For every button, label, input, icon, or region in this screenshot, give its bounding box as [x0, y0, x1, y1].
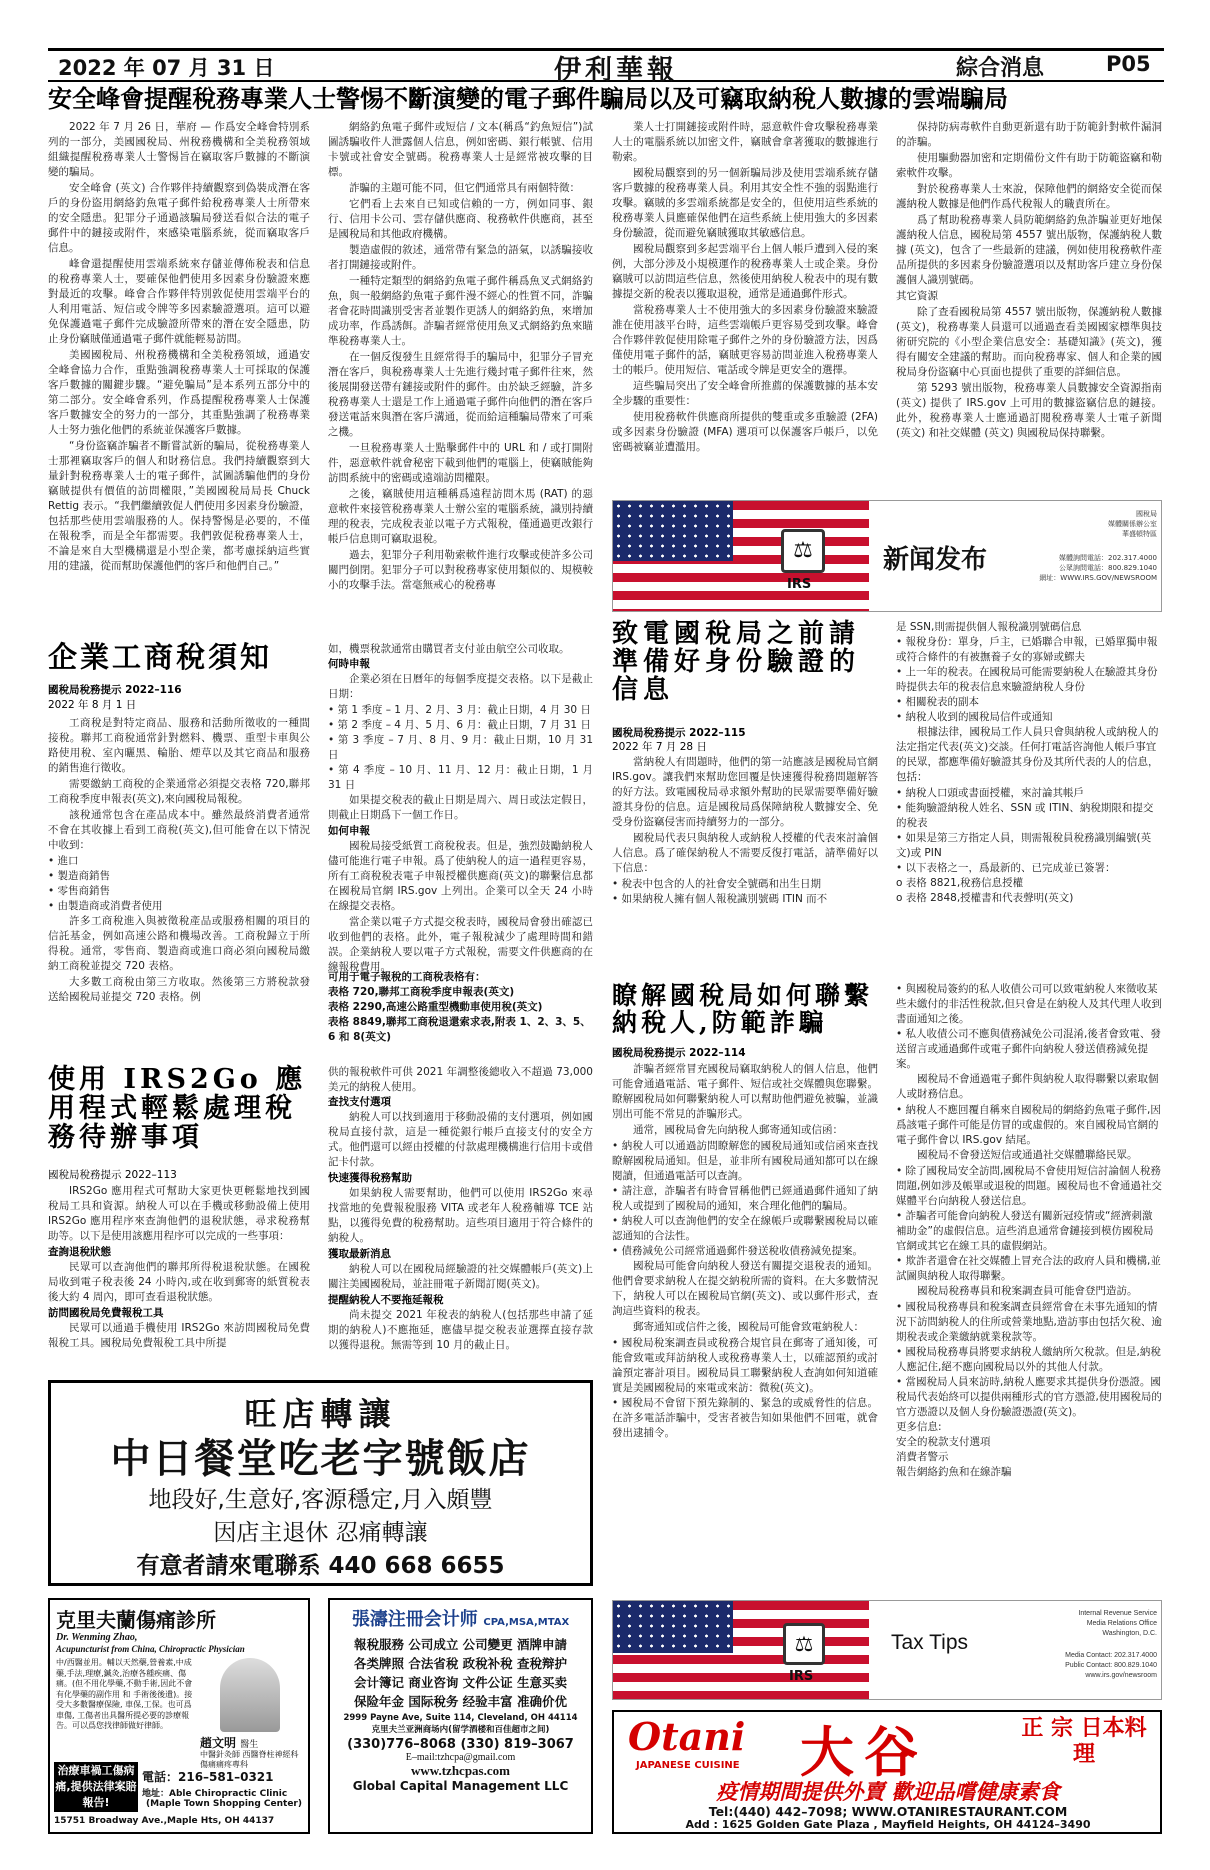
clinic-footer: 15751 Broadway Ave.,Maple Hts, OH 44137: [54, 1816, 275, 1826]
paragraph: 國稅局接受紙質工商稅稅表。但是，強烈鼓勵納稅人儘可能進行電子申報。爲了使納稅人的這一過程更容易，所有工商稅稅表電子申報授權供應商(英文)的聯繫信息都在國稅局官網 IRS.gov 上列出。企業可以全天 24 小時在線提交表格。: [328, 840, 593, 912]
paragraph: 第 5293 號出版物，稅務專業人員數據安全資源指南 (英文) 提供了 IRS.gov 上可用的數據盜竊信息的鏈接。此外，稅務專業人士應通過訂閱稅務專業人士電子新聞 (英文) 和社交媒體 (英文) 與國稅局保持聯繫。: [896, 382, 1162, 439]
payment-options-subhead: 查找支付選項: [328, 1096, 391, 1108]
paragraph: 國稅局稅務專員和稅案調查員可能會登門造訪。: [917, 1285, 1138, 1297]
ad-line-1: 旺店轉讓: [244, 1395, 397, 1433]
paragraph: 尚未提交 2021 年稅表的納稅人(包括那些申請了延期的納稅人)不應拖延，應儘早提交稅表並選擇直接存款以獲得退稅。無需等到 10 月的截止日。: [328, 1309, 593, 1351]
paragraph: 國稅局不會發送短信或通過社交媒體聯絡民眾。: [917, 1149, 1138, 1161]
ad-line-2: 中日餐堂吃老字號飯店: [110, 1435, 531, 1482]
paragraph: 這些騙局突出了安全峰會所推薦的保護數據的基本安全步驟的重要性：: [612, 380, 878, 407]
restaurant-transfer-ad: [48, 1380, 593, 1586]
irs-label: IRS: [789, 1669, 814, 1684]
bullet-item: • 稅表中包含的人的社會安全號碼和出生日期: [612, 878, 822, 890]
bullet-item: • 以下表格之一，爲最新的、已完成並已簽署：: [896, 862, 1116, 874]
bullet-item: • 除了國稅局安全訪問,國稅局不會使用短信討論個人稅務問題,例如涉及帳單或退稅的問題。國稅局也不會通過社交媒體平台向納稅人發送信息。: [896, 1165, 1162, 1207]
bullet-item: • 進口: [48, 855, 79, 867]
bullet-item: • 納稅人不應回覆自稱來自國稅局的網絡釣魚電子郵件,因爲該電子郵件可能是仿冒的或虛假的。來自國稅局官網的電子郵件會以 IRS.gov 結尾。: [896, 1104, 1161, 1146]
bullet-item: • 私人收債公司不應與債務減免公司混淆,後者會致電、發送留言或通過郵件或電子郵件向納稅人發送債務減免提案。: [896, 1028, 1161, 1070]
biz-tax-headline: 企業工商稅須知: [48, 640, 273, 674]
paragraph: 它們看上去來自已知或信賴的一方，例如同事、銀行、信用卡公司、雲存儲供應商、稅務軟件供應商，甚至是國稅局和其他政府機構。: [328, 198, 593, 240]
free-file-subhead: 訪問國稅局免費報稅工具: [48, 1307, 164, 1319]
link-text[interactable]: 報告網絡釣魚和在線詐騙: [896, 1466, 1012, 1478]
clinic-address: 地址：Able Chiropractic Clinic: [142, 1789, 288, 1799]
otani-tag: 正 宗 日本料理: [1021, 1716, 1147, 1767]
cpa-website[interactable]: www.tzhcpas.com: [411, 1763, 510, 1778]
paragraph: 如，機票稅款通常由購買者支付並由航空公司收取。: [328, 643, 570, 655]
bullet-item: • 製造商銷售: [48, 870, 111, 882]
bullet-item: • 債務減免公司經常通過郵件發送稅收債務減免提案。: [612, 1245, 864, 1257]
paragraph: 使用驅動器加密和定期備份文件有助于防範盜竊和勒索軟件攻擊。: [896, 152, 1162, 179]
paragraph: 國稅局觀察到多起雲端平台上個人帳戶遭到入侵的案例，大部分涉及小規模運作的稅務專業人士或企業。身份竊賊可以訪問這些信息，然後使用納稅人稅表中的現有數據提交新的稅表以獲取退稅，通常是通過郵件形式。: [612, 243, 878, 300]
masthead: [48, 48, 1164, 86]
when-to-file-subhead: 何時申報: [328, 658, 370, 670]
latest-news-subhead: 獲取最新消息: [328, 1248, 391, 1260]
paragraph: “身份盜竊詐騙者不斷嘗試新的騙局，從稅務專業人士那裡竊取客戶的個人和財務信息。我們持續觀察到大量針對稅務專業人士的電子郵件，試圖誘騙他們的身份竊賊提供有價值的訪問權限，”美國國稅局局長 Chuck Rettig 表示。“我們繼續敦促人們使用多因素身份驗證，包括那些使用雲端服務的人。保持警惕是必要的，不僅在報稅季，而是全年都需要。我們敦促稅務專業人士，不論是來自大型機構還是小型企業，都考慮採納這些實用的建議，從而幫助保護他們的客戶和他們自己。”: [48, 440, 310, 572]
otani-promo: 疫情期間提供外賣 歡迎品嚐健康素食: [716, 1780, 1060, 1804]
paragraph: 如果納稅人需要幫助，他們可以使用 IRS2Go 來尋找當地的免費報稅服務 VITA 或老年人稅務輔導 TCE 站點，以獲得免費的稅務幫助。這些項目適用于符合條件的納稅人。: [328, 1187, 593, 1244]
masthead-date: 2022 年 07 月 31 日: [58, 56, 275, 80]
paragraph: 企業必須在日曆年的每個季度提交表格。以下是截止日期：: [328, 673, 593, 700]
flag-stars: [613, 1601, 733, 1653]
section-subhead: 其它資源: [896, 290, 938, 302]
paragraph: 納稅人可以在國稅局經驗證的社交媒體帳戶(英文)上關注美國國稅局，並註冊電子新聞訂閱(英文)。: [328, 1263, 593, 1290]
bullet-item: • 國稅局稅務專員和稅案調查員經常會在未事先通知的情況下訪問納稅人的住所或營業地點,造訪事由包括欠稅、逾期稅表或企業繳納就業稅款等。: [896, 1301, 1162, 1343]
form-item: 表格 2290,高速公路重型機動車使用稅(英文): [328, 1001, 543, 1013]
paragraph: 民眾可以查詢他們的聯邦所得稅退稅狀態。在國稅局收到電子稅表後 24 小時內,或在收到郵寄的紙質稅表後大約 4 周內，即可查看退稅狀態。: [48, 1261, 310, 1303]
paragraph: 保持防病毒軟件自動更新還有助于防範針對軟件漏洞的詐騙。: [896, 121, 1162, 148]
calls-headline: 致電國稅局之前請準備好身份驗證的信息: [612, 619, 861, 706]
paragraph: 大多數工商稅由第三方收取。然後第三方將稅款發送給國稅局並提交 720 表格。例: [48, 976, 310, 1003]
bullet-item: • 納稅人口頭或書面授權，來討論其帳戶: [896, 787, 1085, 799]
bullet-item: • 請注意，詐騙者有時會冒稱他們已經通過郵件通知了納稅人或提到了國稅局的通知，來合理化他們的騙局。: [612, 1185, 879, 1212]
calls-date: 2022 年 7 月 28 日: [612, 741, 707, 753]
bullet-item: • 國稅局稅案調查員或稅務合規官員在郵寄了通知後，可能會致電或拜訪納稅人或稅務專業人士，以確認預約或討論預定審計項目。國稅局員工聯繫納稅人查詢如何知道確實是美國國稅局的來電或來訪：微稅(英文)。: [612, 1337, 879, 1394]
bullet-item: • 國稅局不會留下預先錄制的、緊急的或威脅性的信息。在許多電話詐騙中，受害者被告知如果他們不回電，就會發出逮捕令。: [612, 1397, 879, 1439]
clinic-title: 克里夫蘭傷痛診所: [56, 1608, 216, 1632]
paragraph: 在一個反復發生且經常得手的騙局中，犯罪分子冒充潛在客戶，與稅務專業人士先進行幾封電子郵件往來，然後展開發送帶有鏈接或附件的郵件。由於缺乏經驗，許多稅務專業人士還是工作上通過電子郵件向他們的潛在客戶發送電話來與潛在客戶溝通，從而給這種騙局帶來了可乘之機。: [328, 351, 593, 438]
paragraph: 需要繳納工商稅的企業通常必須提交表格 720,聯邦工商稅季度申報表(英文),來向國稅局報稅。: [48, 778, 310, 805]
irs-news-banner: [612, 500, 1162, 612]
bullet-item: • 納稅人可以查詢他們的安全在線帳戶或聯繫國稅局以確認通知的合法性。: [612, 1215, 879, 1242]
clinic-legal-box: 治療車禍工傷病痛,提供法律案賠報告!: [54, 1762, 138, 1812]
tax-help-subhead: 快速獲得稅務幫助: [328, 1172, 412, 1184]
cpa-address: 2999 Payne Ave, Suite 114, Cleveland, OH 44114: [343, 1713, 578, 1723]
bullet-item: • 當國稅局人員來訪時,納稅人應要求其提供身份憑證。國稅局代表始終可以提供兩種形式的官方憑證,使用國稅局的官方憑證以及個人身份驗證憑證(英文)。: [896, 1376, 1162, 1418]
bullet-item: • 能夠驗證納稅人姓名、SSN 或 ITIN、納稅期限和提交的稅表: [896, 802, 1154, 829]
paragraph: 對於稅務專業人士來說，保障他們的網絡安全從而保護納稅人數據是他們作爲代稅報人的職責所在。: [896, 183, 1162, 210]
irs-eagle-icon: ⚖: [781, 529, 825, 573]
tax-tips-title: Tax Tips: [891, 1631, 969, 1654]
bullet-item: • 相關稅表的副本: [896, 696, 980, 708]
otani-subtitle: JAPANESE CUISINE: [636, 1760, 740, 1771]
bullet-item: • 與國稅局簽約的私人收債公司可以致電納稅人來徵收某些未繳付的非活性稅款,但只會是在納稅人及其代理人收到書面通知之後。: [896, 983, 1162, 1025]
paragraph: 爲了幫助稅務專業人員防範網絡釣魚詐騙並更好地保護納稅人信息，國稅局第 4557 號出版物，保護納稅人數據 (英文)，包含了一些最新的建議，例如使用稅務軟件產品所提供的多因素身份驗證選項以及幫助客戶建立身份保護個人識別號碼。: [896, 214, 1162, 286]
paragraph: 納稅人可以找到適用于移動設備的支付選項，例如國稅局直接付款，這是一種從銀行帳戶直接支付的安全方式。他們還可以經由授權的付款處理機構進行信用卡或借記卡付款。: [328, 1111, 593, 1168]
lead-col-1: [48, 120, 310, 632]
bullet-item: • 納稅人收到的國稅局信件或通知: [896, 711, 1053, 723]
cpa-email[interactable]: E–mail:tzhcpa@gmail.com: [405, 1752, 516, 1763]
irs2go-tip-no: 國稅局稅務提示 2022–113: [48, 1169, 177, 1181]
cpa-services: 報稅服務 公司成立 公司變更 酒牌申請 各类牌照 合法省稅 政稅补稅 查稅辩护 会计簿记 商业咨询 文件公证 生意买卖 保险年金 国际稅务 经验丰富 准确价优: [353, 1637, 568, 1709]
otani-brand: Otani: [628, 1714, 746, 1759]
bullet-item: • 上一年的稅表。在國稅局可能需要納稅人在驗證其身份時提供去年的稅表信息來驗證納稅人身份: [896, 666, 1158, 693]
bullet-item: • 詐騙者可能會向納稅人發送有關新冠疫情或“經濟刺激補助金”的虛假信息。這些消息通常會鏈接到模仿國稅局官網或其它在線工具的虛假網站。: [896, 1210, 1154, 1252]
paragraph: 詐騙者經常冒充國稅局竊取納稅人的個人信息，他們可能會通過電話、電子郵件、短信或社交媒體與您聯繫。瞭解國稅局如何聯繫納稅人可以幫助他們避免被騙，並識別出可能不常見的詐騙形式。: [612, 1063, 878, 1120]
paragraph: 使用稅務軟件供應商所提供的雙重或多重驗證 (2FA) 或多因素身份驗證 (MFA) 選項可以保護客戶帳戶，以免密碼被竊並遭濫用。: [612, 411, 878, 453]
paragraph: 通常，國稅局會先向納稅人郵寄通知或信函：: [633, 1124, 843, 1136]
masthead-section: 綜合消息: [956, 55, 1045, 81]
deadline-item: • 第 1 季度 – 1 月、2 月、3 月：截止日期，4 月 30 日: [328, 704, 591, 716]
cpa-phones: (330)776–8068 (330) 819–3067: [347, 1737, 574, 1752]
paragraph: 當稅務專業人士不使用強大的多因素身份驗證來驗證誰在使用該平台時，這些雲端帳戶更容易受到攻擊。峰會合作夥伴敦促使用除電子郵件之外的身份驗證方法，因爲僅使用電子郵件的話，竊賊更容易訪問並進入稅務專業人士的帳戶。使用短信、電話或令牌是更安全的選擇。: [612, 304, 878, 376]
how-to-file-subhead: 如何申報: [328, 825, 370, 837]
sub-item: o 表格 2848,授權書和代表聲明(英文): [896, 892, 1074, 904]
paragraph: IRS2Go 應用程式可幫助大家更快更輕鬆地找到國稅局工具和資源。納稅人可以在手機或移動設備上使用 IRS2Go 應用程序來查詢他們的退稅狀態，尋求稅務幫助等。以下是使用該應用程序可以完成的一些事項：: [48, 1185, 310, 1242]
bullet-item: • 如果納稅人擁有個人報稅識別號碼 ITIN 而不: [612, 893, 828, 905]
cpa-address-cn: 克里夫兰亚洲商场内(留学酒楼和百佳超市之间): [371, 1725, 550, 1735]
paragraph: 峰會還提醒使用雲端系統來存儲並傳佈稅表和信息的稅務專業人士，要確保他們使用多因素身份驗證來應對最近的攻擊。峰會合作夥伴特別敦促使用雲端平台的人利用電話、短信或令牌等多因素驗證選項。這可以避免保護過電子郵件完成驗證所帶來的潛在安全隱患，防止身份竊賊僅通過電子郵件就能輕易訪問。: [48, 258, 310, 345]
clinic-description: 中/西醫並用。輔以天然藥,營養素,中成藥,手法,理療,鍼灸,治療各種疾痛、傷痛。(但不用化學藥,不動手術,因此不會有化學藥的副作用 和 手術後後遺)。接受大多數醫療保險, 車保,工保。也可爲車傷, 工傷者出具醫所提必要的診療報告。可以爲您找律師做好律師。: [56, 1658, 193, 1730]
cpa-ad: [328, 1598, 593, 1834]
form-item: 表格 8849,聯邦工商稅退還索求表,附表 1、2、3、5、6 和 8(英文): [328, 1016, 591, 1043]
bullet-item: • 國稅局稅務專員將要求納稅人繳納所欠稅款。但是,納稅人應記住,絕不應向國稅局以外的其他人付款。: [896, 1346, 1161, 1373]
doctor-name-en: Dr. Wenming Zhao,: [56, 1632, 138, 1643]
irs-tax-tips-banner: [612, 1600, 1162, 1700]
paragraph: 根據法律，國稅局工作人員只會與納稅人或納稅人的法定指定代表(英文)交談。任何打電話咨詢他人帳戶事宜的民眾，都應準備好驗證其身份及其所代表的人的信息，包括：: [896, 726, 1159, 783]
cpa-company: Global Capital Management LLC: [352, 1779, 569, 1793]
contact-col-2: [896, 982, 1162, 1596]
bullet-item: • 報稅身份：單身，戶主，已婚聯合申報，已婚單獨申報或符合條件的有被撫養子女的寡婦或鰥夫: [896, 636, 1158, 663]
masthead-paper-name: 伊利華報: [554, 55, 678, 86]
clinic-phone: 電話：216–581–0321: [142, 1770, 274, 1784]
paragraph: 製造虛假的敘述，通常帶有緊急的語氣，以誘騙接收者打開鏈接或附件。: [328, 244, 593, 271]
paragraph: 過去，犯罪分子利用勒索軟件進行攻擊或使許多公司關門倒閉。犯罪分子可以對稅務專家使用類似的、規模較小的攻擊手法。當毫無戒心的稅務專: [328, 549, 593, 591]
clinic-address-sub: (Maple Town Shopping Center): [146, 1799, 302, 1809]
irs-contact-block: 國稅局 媒體關係辦公室 華盛頓特區 媒體詢問電話：202.317.4000 公眾詢問電話：800.829.1040 網址：WWW.IRS.GOV/NEWSROOM: [1039, 510, 1157, 582]
otani-ad: [612, 1710, 1162, 1834]
paragraph: 供的報稅軟件可供 2021 年調整後總收入不超過 73,000 美元的納稅人使用。: [328, 1066, 593, 1093]
calls-col-1: [612, 755, 878, 967]
masthead-page: P05: [1106, 52, 1151, 76]
contact-headline: 瞭解國稅局如何聯繫納稅人,防範詐騙: [612, 981, 874, 1037]
paragraph: 郵寄通知或信件之後，國稅局可能會致電納稅人：: [633, 1321, 864, 1333]
paragraph: 一種特定類型的網絡釣魚電子郵件稱爲魚叉式網絡釣魚，與一般網絡釣魚電子郵件漫不經心的性質不同，詐騙者會花時間識別受害者並製作更誘人的網絡釣魚，來增加成功率，作爲誘餌。詐騙者經常使用魚叉式網絡釣魚來瞄準稅務專業人士。: [328, 275, 593, 347]
irs-label: IRS: [787, 577, 812, 592]
deadline-item: • 第 4 季度 – 10 月、11 月、12 月：截止日期，1 月 31 日: [328, 764, 593, 791]
contact-col-1: [612, 1062, 878, 1600]
irs2go-col-2: [328, 1065, 593, 1370]
biz-tax-col-2: [328, 642, 594, 973]
biz-tax-forms-box: [328, 970, 593, 1045]
ad-line-3: 地段好,生意好,客源穩定,月入頗豐: [148, 1487, 493, 1513]
paragraph: 網絡釣魚電子郵件或短信 / 文本(稱爲“釣魚短信”)試圖誘騙收件人泄露個人信息，例如密碼、銀行帳號、信用卡號或社會安全號碼。稅務專業人士是經常被攻擊的目標。: [328, 121, 593, 178]
otani-address: Add : 1625 Golden Gate Plaza , Mayfield Heights, OH 44124–3490: [685, 1818, 1091, 1831]
otani-brand-cn: 大谷: [800, 1720, 928, 1784]
calls-tip-no: 國稅局稅務提示 2022–115: [612, 727, 746, 739]
paragraph: 國稅局可能會向納稅人發送有關提交退稅表的通知。他們會要求納稅人在提交納稅所需的資料。在大多數情況下，納稅人可以在國稅局官網(英文)、或以郵件形式，查詢這些資料的稅表。: [612, 1260, 878, 1317]
ad-line-5: 有意者請來電聯系 440 668 6655: [136, 1553, 505, 1579]
paragraph: 當納稅人有問題時，他們的第一站應該是國稅局官網 IRS.gov。讓我們來幫助您回覆是快速獲得稅務問題解答的好方法。致電國稅局尋求額外幫助的民眾需要準備好驗證其身份的信息。這是國稅局爲保障納稅人數據安全、免受身份盜竊侵害而持續努力的一部分。: [612, 756, 878, 828]
sub-item: o 表格 8821,稅務信息授權: [896, 877, 1024, 889]
paragraph: 工商稅是對特定商品、服務和活動所徵收的一種間接稅。聯邦工商稅通常針對燃料、機票、重型卡車與公路使用稅、室內曬黑、輪胎、煙草以及其它商品和服務的銷售進行徵收。: [48, 717, 310, 774]
doctor-name-cn: 趙文明 醫生: [200, 1736, 259, 1750]
form-item: 表格 720,聯邦工商稅季度申報表(英文): [328, 986, 515, 998]
paragraph: 業人士打開鏈接或附件時，惡意軟件會攻擊稅務專業人士的電腦系統以加密文件，竊賊會拿著獲取的數據進行勒索。: [612, 121, 878, 163]
bullet-item: • 如果是第三方指定人員，則需報稅員稅務識別編號(英文)或 PIN: [896, 832, 1152, 859]
paragraph: 安全峰會 (英文) 合作夥伴持續觀察到偽裝成潛在客戶的身份盜用網絡釣魚電子郵件給稅務專業人士所帶來的安全隱患。犯罪分子通過該騙局發送看似合法的電子郵件中的鏈接或附件，來感染電腦系統，從而竊取客戶信息。: [48, 182, 310, 254]
forms-title: 可用于電子報稅的工商稅表格有：: [328, 971, 486, 983]
paragraph: 當企業以電子方式提交稅表時，國稅局會發出確認已收到他們的表格。此外，電子報稅減少了處理時間和錯誤。企業納稅人要以電子方式報稅，需要文件供應商的在線報稅費用。: [328, 916, 593, 973]
paragraph: 國稅局代表只與納稅人或納稅人授權的代表來討論個人信息。爲了確保納稅人不需要反復打電話，請準備好以下信息：: [612, 832, 878, 874]
lead-headline: 安全峰會提醒稅務專業人士警惕不斷演變的電子郵件騙局以及可竊取納稅人數據的雲端騙局: [48, 84, 1008, 113]
paragraph: 如果提交稅表的截止日期是周六、周日或法定假日，則截止日期爲下一個工作日。: [328, 794, 593, 821]
irs2go-headline: 使用 IRS2Go 應用程式輕鬆處理稅務待辦事項: [48, 1064, 307, 1154]
doctor-specialty: 中醫針灸師 西醫脊柱神經科 傷痛痛疼專科: [200, 1750, 299, 1769]
paragraph: 民眾可以通過手機使用 IRS2Go 來訪問國稅局免費報稅工具。國稅局免費報稅工具中所提: [48, 1322, 310, 1349]
doctor-photo: [220, 1658, 280, 1732]
dont-delay-subhead: 提醒納稅人不要拖延報稅: [328, 1294, 444, 1306]
ad-line-4: 因店主退休 忍痛轉讓: [213, 1520, 428, 1546]
paragraph: 國稅局不會通過電子郵件與納稅人取得聯繫以索取個人或財務信息。: [896, 1073, 1159, 1100]
paragraph: 之後，竊賊使用這種稱爲遠程訪問木馬 (RAT) 的惡意軟件來接管稅務專業人士辦公室的電腦系統，識別持續理的稅表，完成稅表並以電子方式報稅，僅通過更改銀行帳戶信息則可竊取退稅。: [328, 488, 593, 545]
list-item: 更多信息:: [896, 1421, 942, 1433]
paragraph: 該稅通常包含在產品成本中。雖然最終消費者通常不會在其收據上看到工商稅(英文),但可能會在以下情況中收到：: [48, 809, 310, 851]
contact-tip-no: 國稅局稅務提示 2022–114: [612, 1047, 746, 1059]
bullet-item: • 納稅人可以通過訪問瞭解您的國稅局通知或信函來查找瞭解國稅局通知。但是，並非所有國稅局通知都可以在線閱讀，但通過電話可以查詢。: [612, 1140, 879, 1182]
bullet-item: • 零售商銷售: [48, 885, 111, 897]
biz-tax-tip-no: 國稅局稅務提示 2022–116: [48, 684, 182, 696]
link-text[interactable]: 安全的稅款支付選項: [896, 1436, 991, 1448]
paragraph: 詐騙的主題可能不同，但它們通常具有兩個特徵：: [349, 182, 580, 194]
list-item: 是 SSN,則需提供個人報稅識別號碼信息: [896, 621, 1082, 633]
lead-col-3: [612, 120, 878, 490]
paragraph: 許多工商稅進入與被徵稅產品或服務相關的項目的信託基金，例如高速公路和機場改善。工商稅歸立于所得稅。通常，零售商、製造商或進口商必須向國稅局繳納工商稅並提交 720 表格。: [48, 915, 310, 972]
lead-col-4: [896, 120, 1162, 490]
bullet-item: • 欺詐者還會在社交媒體上冒充合法的政府人員和機構,並試圖與納稅人取得聯繫。: [896, 1255, 1161, 1282]
clinic-ad: [48, 1598, 310, 1834]
refund-status-subhead: 查詢退稅狀態: [48, 1246, 111, 1258]
deadline-item: • 第 2 季度 – 4 月、5 月、6 月：截止日期，7 月 31 日: [328, 719, 591, 731]
lead-col-2: [328, 120, 593, 632]
biz-tax-col-1: [48, 716, 310, 1052]
biz-tax-date: 2022 年 8 月 1 日: [48, 699, 137, 711]
deadline-item: • 第 3 季度 – 7 月、8 月、9 月：截止日期，10 月 31 日: [328, 734, 594, 761]
link-text[interactable]: 消費者警示: [896, 1451, 949, 1463]
paragraph: 國稅局觀察到的另一個新騙局涉及使用雲端系統存儲客戶數據的稅務專業人員。利用其安全性不強的弱點進行攻擊。竊賊的多雲端系統都是安全的，但使用這些系統的稅務專業人員應確保他們在這些系統上使用強大的多因素身份驗證，從而避免竊賊獲取其敏感信息。: [612, 167, 878, 239]
calls-col-2: [896, 620, 1162, 970]
paragraph: 一旦稅務專業人士點擊郵件中的 URL 和 / 或打開附件，惡意軟件就會秘密下載到他們的電腦上，使竊賊能夠訪問系統中的密碼或遠端訪問權限。: [328, 442, 593, 484]
irs-contact-block: Internal Revenue Service Media Relations Office Washington, D.C. Media Contact: 202.317.4000 Public Contact: 800.829.1040 www.irs.gov/newsroom: [1065, 1610, 1157, 1679]
otani-tel: Tel:(440) 442–7098; WWW.OTANIRESTAURANT.COM: [708, 1804, 1068, 1819]
cpa-title: 張濤注冊会计师 CPA,MSA,MTAX: [351, 1609, 570, 1630]
paragraph: 除了查看國稅局第 4557 號出版物，保護納稅人數據 (英文)，稅務專業人員還可以通過查看美國國家標準與技術研究院的《小型企業信息安全：基礎知識》(英文)，獲得有關安全建議的幫助。而向稅務專家、個人和企業的國稅局身份盜竊中心頁面也提供了重要的詳細信息。: [896, 306, 1162, 378]
irs-eagle-icon: ⚖: [783, 1623, 825, 1665]
flag-stars: [613, 501, 733, 561]
paragraph: 2022 年 7 月 26 日，華府 — 作爲安全峰會特別系列的一部分，美國國稅局、州稅務機構和全美稅務領域組織提醒稅務專業人士警惕旨在竊取客戶數據的不斷演變的騙局。: [48, 121, 310, 178]
doctor-credentials: Acupuncturist from China, Chiropractic Physician: [56, 1644, 245, 1654]
paragraph: 美國國稅局、州稅務機構和全美稅務領域，通過安全峰會協力合作，重點強調稅務專業人士可採取的保護客戶數據的關鍵步驟。“避免騙局”是本系列五部分中的第二部分。安全峰會系列，作爲提醒稅務專業人士保護客戶數據安全的努力的一部分，其重點強調了稅務專業人士努力強化他們的系統並保護客戶數據。: [48, 349, 310, 436]
irs2go-col-1: [48, 1184, 310, 1370]
news-release-title: 新闻发布: [883, 545, 988, 575]
bullet-item: • 由製造商或消費者使用: [48, 900, 163, 912]
